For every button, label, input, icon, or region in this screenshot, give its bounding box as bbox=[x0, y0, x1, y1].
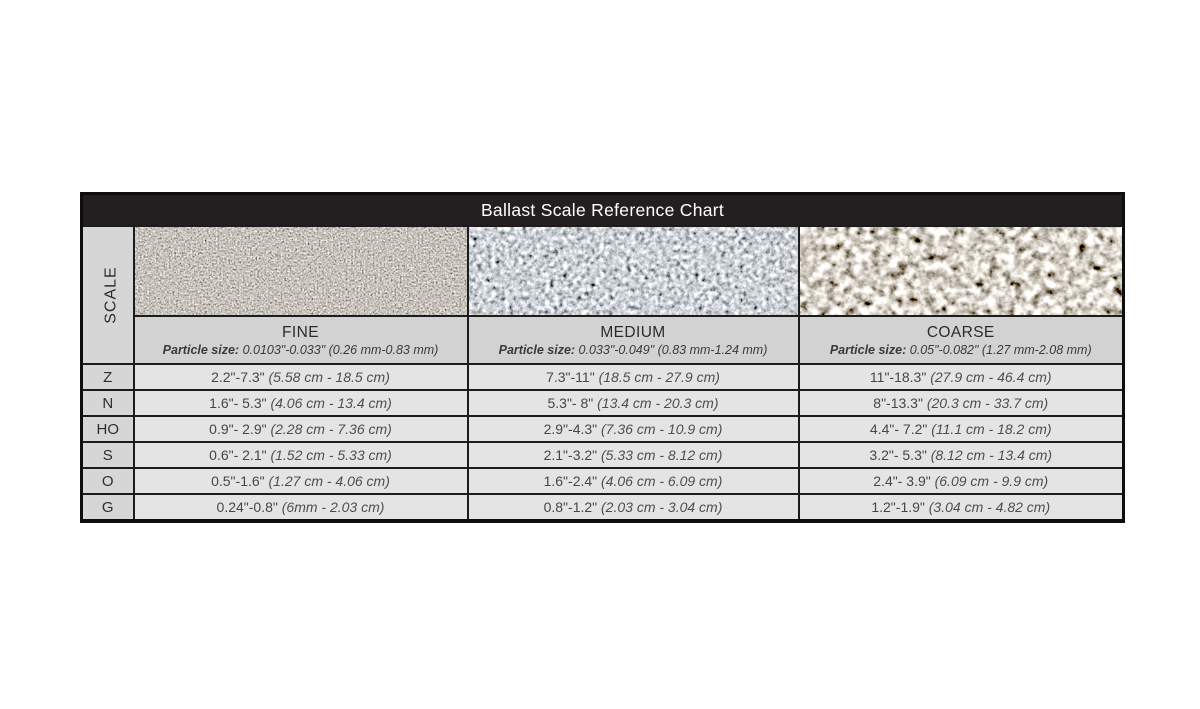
ballast-size-cell bbox=[799, 390, 1124, 416]
size-inches: 1.6"- 5.3" bbox=[209, 395, 267, 411]
ballast-size-cell bbox=[799, 416, 1124, 442]
ballast-size-cell bbox=[468, 390, 799, 416]
particle-size-label: Particle size: bbox=[498, 342, 576, 357]
particle-size-value: 0.0103"-0.033" (0.26 mm-0.83 mm) bbox=[242, 342, 439, 357]
size-inches: 1.6"-2.4" bbox=[543, 473, 598, 489]
size-inches: 2.1"-3.2" bbox=[543, 447, 598, 463]
ballast-size-cell bbox=[134, 468, 468, 494]
scale-axis-cell bbox=[82, 226, 134, 364]
column-header-coarse bbox=[799, 316, 1124, 364]
row-label-ho: HO bbox=[82, 416, 134, 442]
size-inches: 11"-18.3" bbox=[869, 369, 927, 385]
size-cm: (18.5 cm - 27.9 cm) bbox=[598, 369, 720, 385]
column-header-fine bbox=[134, 316, 468, 364]
size-inches: 0.24"-0.8" bbox=[216, 499, 278, 515]
size-cm: (7.36 cm - 10.9 cm) bbox=[601, 421, 723, 437]
particle-size-line bbox=[469, 342, 798, 358]
column-header-row bbox=[82, 316, 1124, 364]
medium-ballast-photo bbox=[468, 226, 799, 316]
size-inches: 0.8"-1.2" bbox=[543, 499, 598, 515]
size-inches: 1.2"-1.9" bbox=[871, 499, 925, 515]
row-label-s: S bbox=[82, 442, 134, 468]
size-cm: (3.04 cm - 4.82 cm) bbox=[928, 499, 1051, 515]
size-cm: (2.03 cm - 3.04 cm) bbox=[601, 499, 723, 515]
size-inches: 3.2"- 5.3" bbox=[869, 447, 927, 463]
size-cm: (11.1 cm - 18.2 cm) bbox=[931, 421, 1052, 437]
size-inches: 0.5"-1.6" bbox=[211, 473, 265, 489]
size-cm: (20.3 cm - 33.7 cm) bbox=[926, 395, 1049, 411]
size-cm: (5.58 cm - 18.5 cm) bbox=[268, 369, 390, 385]
fine-ballast-photo bbox=[134, 226, 468, 316]
size-cm: (13.4 cm - 20.3 cm) bbox=[597, 395, 719, 411]
particle-size-value: 0.033"-0.049" (0.83 mm-1.24 mm) bbox=[578, 342, 768, 357]
column-title: FINE bbox=[282, 323, 319, 341]
ballast-size-cell bbox=[468, 364, 799, 390]
size-inches: 5.3"- 8" bbox=[547, 395, 594, 411]
column-title: MEDIUM bbox=[600, 323, 666, 341]
particle-size-line bbox=[800, 342, 1123, 358]
texture-row bbox=[82, 226, 1124, 316]
particle-size-line bbox=[135, 342, 467, 358]
size-inches: 0.9"- 2.9" bbox=[209, 421, 267, 437]
size-inches: 8"-13.3" bbox=[873, 395, 923, 411]
row-label-o: O bbox=[82, 468, 134, 494]
size-cm: (1.27 cm - 4.06 cm) bbox=[268, 473, 390, 489]
size-cm: (2.28 cm - 7.36 cm) bbox=[270, 421, 392, 437]
ballast-size-cell bbox=[134, 494, 468, 521]
title-bar bbox=[82, 194, 1124, 227]
size-cm: (8.12 cm - 13.4 cm) bbox=[930, 447, 1053, 463]
size-inches: 2.2"-7.3" bbox=[211, 369, 265, 385]
ballast-size-cell bbox=[468, 494, 799, 521]
ballast-size-cell bbox=[134, 364, 468, 390]
table-row-s bbox=[82, 442, 1124, 468]
ballast-size-cell bbox=[799, 494, 1124, 521]
table-row-g bbox=[82, 494, 1124, 521]
size-inches: 7.3"-11" bbox=[546, 369, 595, 385]
ballast-size-cell bbox=[134, 442, 468, 468]
ballast-size-cell bbox=[468, 416, 799, 442]
chart-title: Ballast Scale Reference Chart bbox=[480, 199, 725, 220]
column-title: COARSE bbox=[926, 323, 995, 341]
particle-size-label: Particle size: bbox=[162, 342, 240, 357]
ballast-size-cell bbox=[134, 390, 468, 416]
ballast-scale-reference-chart bbox=[80, 192, 1125, 523]
size-inches: 0.6"- 2.1" bbox=[209, 447, 267, 463]
size-cm: (6.09 cm - 9.9 cm) bbox=[934, 473, 1049, 489]
ballast-size-cell bbox=[468, 442, 799, 468]
size-inches: 2.9"-4.3" bbox=[543, 421, 598, 437]
size-cm: (27.9 cm - 46.4 cm) bbox=[930, 369, 1052, 385]
size-cm: (5.33 cm - 8.12 cm) bbox=[601, 447, 723, 463]
ballast-size-cell bbox=[799, 364, 1124, 390]
table-row-n bbox=[82, 390, 1124, 416]
size-inches: 2.4"- 3.9" bbox=[873, 473, 931, 489]
size-cm: (4.06 cm - 6.09 cm) bbox=[601, 473, 723, 489]
row-label-n: N bbox=[82, 390, 134, 416]
size-cm: (1.52 cm - 5.33 cm) bbox=[270, 447, 392, 463]
particle-size-value: 0.05"-0.082" (1.27 mm-2.08 mm) bbox=[909, 342, 1092, 357]
size-cm: (6mm - 2.03 cm) bbox=[281, 499, 385, 515]
particle-size-label: Particle size: bbox=[829, 342, 907, 357]
size-inches: 4.4"- 7.2" bbox=[869, 421, 928, 437]
size-cm: (4.06 cm - 13.4 cm) bbox=[270, 395, 392, 411]
row-label-z: Z bbox=[82, 364, 134, 390]
column-header-medium bbox=[468, 316, 799, 364]
ballast-size-cell bbox=[799, 442, 1124, 468]
ballast-size-cell bbox=[468, 468, 799, 494]
row-label-g: G bbox=[82, 494, 134, 521]
ballast-size-cell bbox=[799, 468, 1124, 494]
ballast-size-cell bbox=[134, 416, 468, 442]
table-row-o bbox=[82, 468, 1124, 494]
scale-axis-label: SCALE bbox=[102, 266, 120, 324]
table-row-z bbox=[82, 364, 1124, 390]
title-row bbox=[82, 194, 1124, 227]
table-row-ho bbox=[82, 416, 1124, 442]
coarse-ballast-photo bbox=[799, 226, 1124, 316]
